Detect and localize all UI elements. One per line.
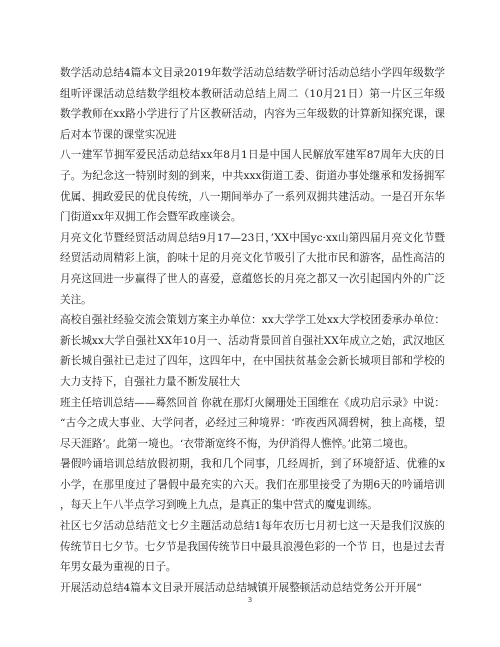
paragraph-moon-festival-summary: 月亮文化节暨经贸活动周总结9月17—23日，’XX中国yc·xx山第四届月亮文化节暨经贸活动周精彩上演，韵味十足的月亮文化节吸引了大批市民和游客，品性高洁的月亮这回进一步赢得了世人的喜爱，意蕴悠长的月亮之都又一次引起国内外的广泛关注。 bbox=[60, 231, 445, 306]
page-number: 3 bbox=[247, 596, 253, 604]
paragraph-summer-recitation-training: 暑假吟诵培训总结放假初期，我和几个同事，几经周折，到了环境舒适、优雅的x小学，在那里度过了暑假中最充实的六天。我们在那里接受了为期6天的吟诵培训，每天上午八半点学习到晚上九点，是真正的集中营式的魔鬼训练。 bbox=[60, 458, 445, 512]
paragraph-army-day-summary: 八一建军节拥军爱民活动总结xx年8月1日是中国人民解放军建军87周年大庆的日子。为纪念这一特别时刻的到来，中共xxx街道工委、街道办事处继承和发扬拥军优属、拥政爱民的优良传统，八一期间举办了一系列双拥共建活动。一是召开东华门街道xx年双拥工作会暨军政座谈会。 bbox=[60, 149, 445, 224]
paragraph-head-teacher-training: 班主任培训总结——蓦然回首 你就在那灯火阑珊处王国维在《成功启示录》中说：“古今之成大事业、大学问者，必经过三种境界：‘昨夜西风凋碧树，独上高楼，望尽天涯路’。此第一境也。‘衣带渐宽终不悔，为伊消得人憔悴。’此第二境也。 bbox=[60, 396, 445, 450]
paragraph-math-activity-summary: 数学活动总结4篇本文目录2019年数学活动总结数学研讨活动总结小学四年级数学组听评课活动总结数学组校本教研活动总结上周二（10月21日）第一片区三年级数学教师在xx路小学进行了片区教研活动，内容为三年级数的计算新知探究课，课后对本节课的课堂实况进 bbox=[60, 67, 445, 141]
paragraph-activity-summary-index: 开展活动总结4篇本文目录开展活动总结城镇开展整顿活动总结党务公开开展“ bbox=[60, 581, 422, 594]
document-body bbox=[60, 63, 445, 598]
paragraph-qixi-activity-summary: 社区七夕活动总结范文七夕主题活动总结1每年农历七月初七这一天是我们汉族的传统节日七夕节。七夕节是我国传统节日中最具浪漫色彩的一个节 日，也是过去青年男女最为重视的日子。 bbox=[60, 520, 445, 574]
paragraph-self-reliance-society-plan: 高校自强社经验交流会策划方案主办单位：xx大学学工处xx大学校团委承办单位：新长城xx大学自强社XX年10月一、活动背景回首自强社XX年成立之始，武汉地区新长城自强社已走过了四年，这四年中，在中国扶贫基金会新长城项目部和学校的大力支持下，自强社力量不断发展壮大 bbox=[60, 314, 445, 388]
